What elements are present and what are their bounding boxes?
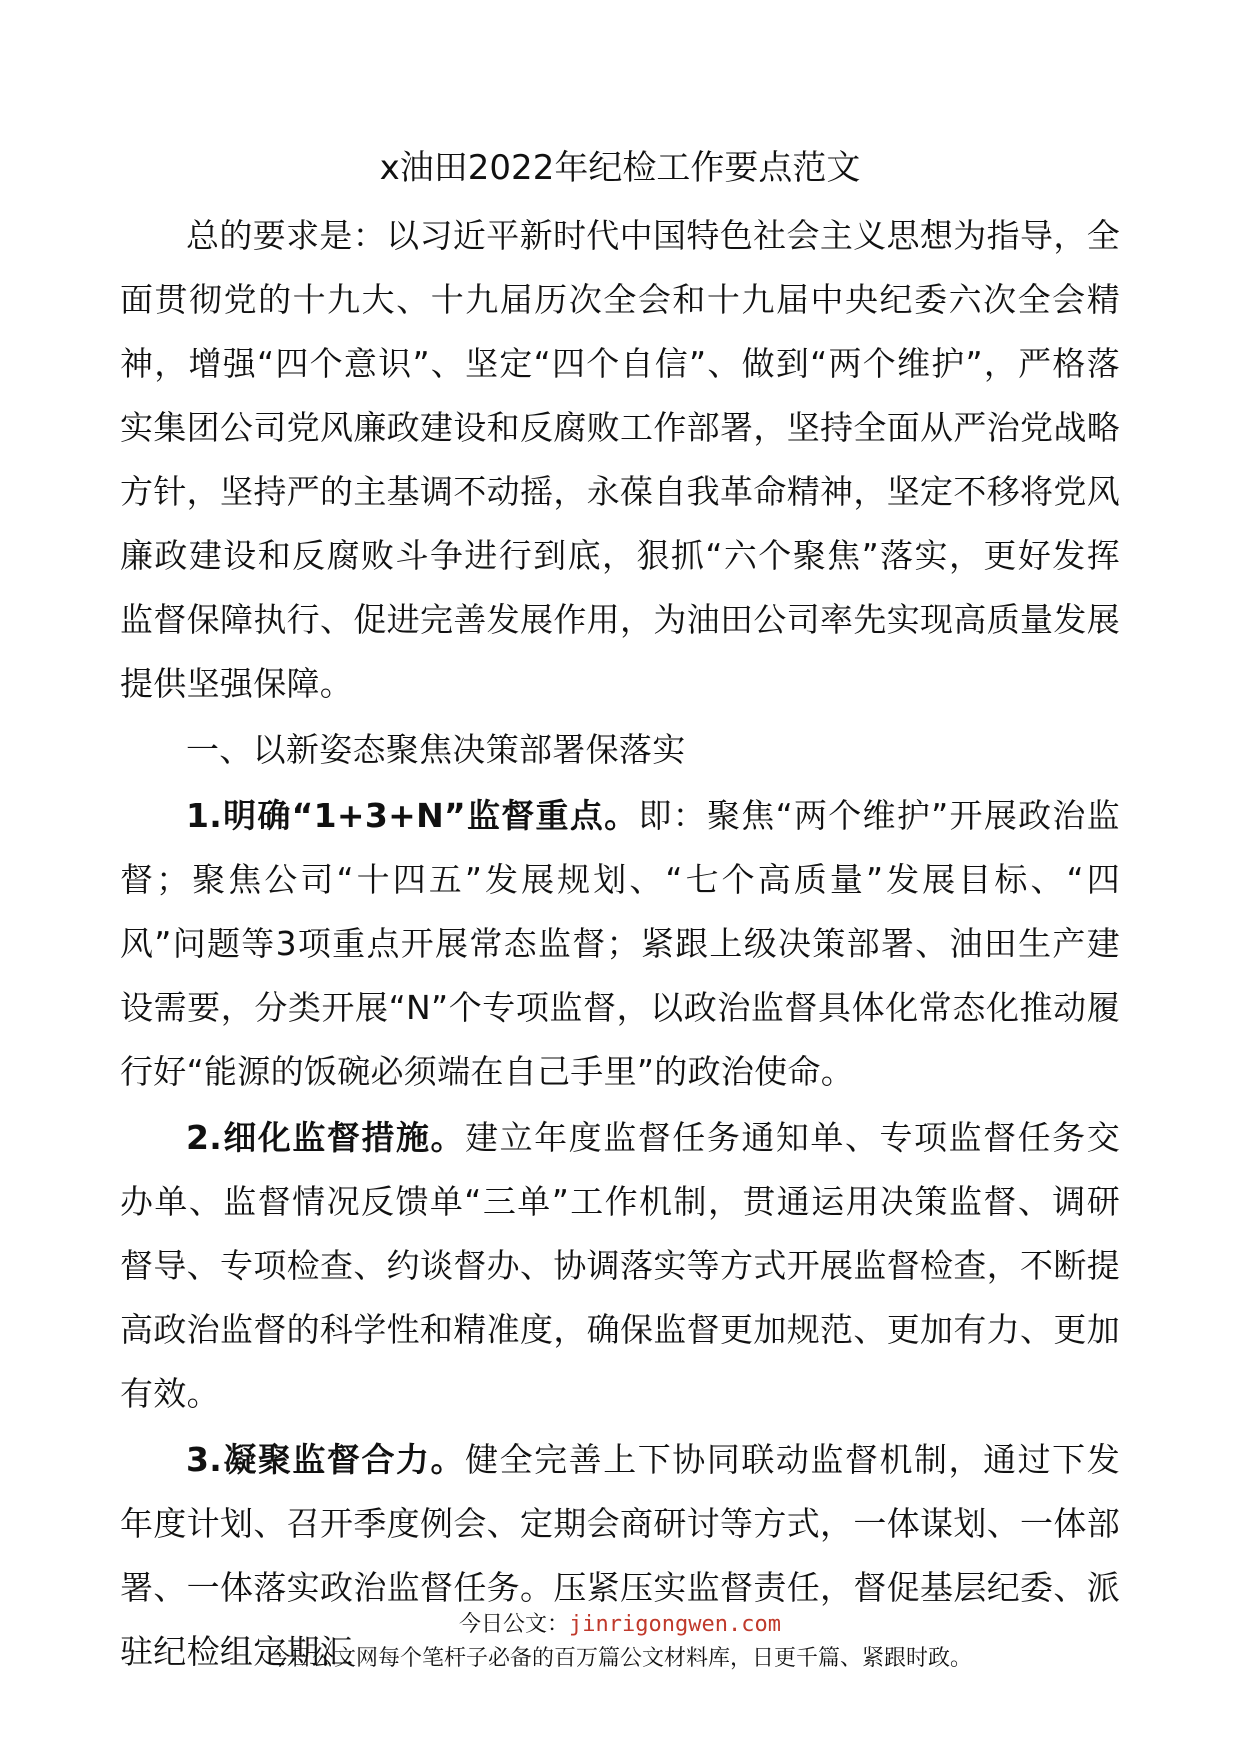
paragraph-item-1	[120, 784, 1120, 1104]
paragraph-text: 健全完善上下协同联动监督机制，通过下发年度计划、召开季度例会、定期会商研讨等方式，一体谋划、一体部署、一体落实政治监督任务。压紧压实监督责任，督促基层纪委、派驻纪检组定期汇	[120, 1440, 1120, 1671]
paragraph-text: 一、以新姿态聚焦决策部署保落实	[186, 730, 686, 769]
paragraph-text: 总的要求是：以习近平新时代中国特色社会主义思想为指导，全面贯彻党的十九大、十九届历次全会和十九届中央纪委六次全会精神，增强“四个意识”、坚定“四个自信”、做到“两个维护”，严格落实集团公司党风廉政建设和反腐败工作部署，坚持全面从严治党战略方针，坚持严的主基调不动摇，永葆自我革命精神，坚定不移将党风廉政建设和反腐败斗争进行到底，狠抓“六个聚焦”落实，更好发挥监督保障执行、促进完善发展作用，为油田公司率先实现高质量发展提供坚强保障。	[120, 216, 1120, 703]
paragraph-lead: 1.明确“1+3+N”监督重点。	[186, 796, 639, 835]
document-title: x油田2022年纪检工作要点范文	[379, 148, 861, 188]
footer-tagline: 今日公文网每个笔杆子必备的百万篇公文材料库，日更千篇、紧跟时政。	[267, 1646, 972, 1671]
footer-source-link[interactable]: jinrigongwen.com	[569, 1612, 781, 1637]
footer-source-label: 今日公文：	[459, 1612, 570, 1637]
paragraph-general-requirement	[120, 204, 1120, 716]
paragraph-lead: 3.凝聚监督合力。	[186, 1440, 466, 1479]
page-footer	[0, 1608, 1240, 1676]
section-heading-1	[120, 718, 1120, 782]
paragraph-text: 即：聚焦“两个维护”开展政治监督；聚焦公司“十四五”发展规划、“七个高质量”发展目标、“四风”问题等3项重点开展常态监督；紧跟上级决策部署、油田生产建设需要，分类开展“N”个专项监督，以政治监督具体化常态化推动履行好“能源的饭碗必须端在自己手里”的政治使命。	[120, 796, 1120, 1091]
footer-source	[0, 1608, 1240, 1642]
paragraph-item-2	[120, 1106, 1120, 1426]
paragraph-lead: 2.细化监督措施。	[186, 1118, 466, 1157]
paragraph-text: 建立年度监督任务通知单、专项监督任务交办单、监督情况反馈单“三单”工作机制，贯通运用决策监督、调研督导、专项检查、约谈督办、协调落实等方式开展监督检查，不断提高政治监督的科学性和精准度，确保监督更加规范、更加有力、更加有效。	[120, 1118, 1120, 1413]
document-page	[120, 140, 1120, 1684]
